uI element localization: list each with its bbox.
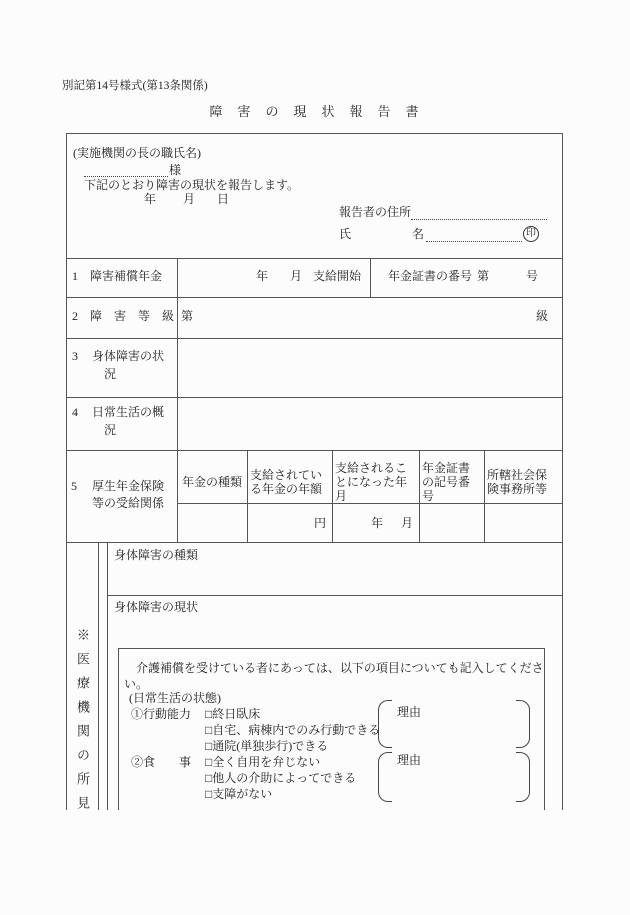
reason-brace-left-1 <box>378 700 392 748</box>
row3-number: 3 <box>72 349 78 363</box>
form-number: 別記第14号様式(第13条関係) <box>62 80 208 92</box>
item1-checkbox-option-2: □自宅、病棟内でのみ行動できる <box>205 723 381 737</box>
table-border-line <box>66 258 563 259</box>
row2-label: 障 害 等 級 <box>90 309 175 323</box>
disability-type-label: 身体障害の種類 <box>114 548 199 562</box>
table-border-line <box>66 133 67 810</box>
row5-col5-header: 所轄社会保険事務所等 <box>487 468 548 496</box>
item1-checkbox-option-1: □終日臥床 <box>205 707 261 721</box>
row1-year-label: 年 <box>256 269 269 283</box>
table-border-line <box>66 450 563 451</box>
row5-col4-header: 年金証書の記号番号 <box>422 461 471 503</box>
row5-col2-header: 支給されている年金の年額 <box>250 468 323 496</box>
inner-box-right-border <box>544 648 545 810</box>
name-dotted-line <box>426 228 522 242</box>
name-label-shi: 氏 <box>339 227 352 241</box>
item2-label: ②食 事 <box>131 755 192 769</box>
table-border-line <box>66 397 563 398</box>
declaration-text: 下記のとおり障害の現状を報告します。 <box>84 178 300 192</box>
table-border-line <box>484 450 485 542</box>
recipient-note: (実施機関の長の職氏名) <box>73 146 201 160</box>
table-border-line <box>66 338 563 339</box>
row1-payment-start-label: 支給開始 <box>313 269 362 283</box>
medical-section-vertical-label: ※医療機関の所見 <box>75 628 90 820</box>
row1-number: 1 <box>72 269 78 283</box>
reporter-address-label: 報告者の住所 <box>339 205 412 219</box>
row5-col3-header: 支給されることになった年月 <box>335 461 408 503</box>
table-border-line <box>562 133 563 810</box>
disability-status-label: 身体障害の現状 <box>114 600 199 614</box>
inner-box-top-border <box>118 648 545 649</box>
row5-col1-header: 年金の種類 <box>181 475 242 489</box>
row5-yen-unit: 円 <box>313 516 326 530</box>
table-border-line <box>370 258 371 297</box>
row2-number: 2 <box>72 309 78 323</box>
table-border-line <box>107 595 563 596</box>
table-border-line <box>177 503 563 504</box>
row1-no-prefix: 第 <box>477 269 490 283</box>
item2-checkbox-option-1: □全く自用を弁じない <box>205 755 321 769</box>
row5-number: 5 <box>71 479 77 493</box>
table-border-line <box>98 542 99 810</box>
daily-state-heading: (日常生活の状態) <box>129 691 221 705</box>
row3-label-line1: 身体障害の状 <box>92 349 165 363</box>
row5-label-line1: 厚生年金保険 <box>92 479 165 493</box>
item2-checkbox-option-2: □他人の介助によってできる <box>205 771 357 785</box>
item1-reason-label: 理由 <box>397 705 422 719</box>
item1-label: ①行動能力 <box>131 707 192 721</box>
care-compensation-note: 介護補償を受けている者にあっては、以下の項目についても記入してください。 <box>124 661 544 691</box>
item1-checkbox-option-3: □通院(単独歩行)できる <box>205 739 329 753</box>
seal-mark: 印 <box>523 226 539 242</box>
row4-label-line2: 況 <box>104 423 117 437</box>
row1-no-suffix: 号 <box>526 269 539 283</box>
date-day-label: 日 <box>217 192 230 206</box>
table-border-line <box>66 133 563 134</box>
reason-brace-right-2 <box>516 752 530 802</box>
name-label-mei: 名 <box>412 227 425 241</box>
row2-grade-suffix: 級 <box>536 309 549 323</box>
table-border-line <box>66 542 563 543</box>
table-border-line <box>419 450 420 542</box>
row5-year-unit: 年 <box>371 516 384 530</box>
table-border-line <box>332 450 333 542</box>
recipient-name-dotted-line <box>84 163 168 177</box>
table-border-line <box>107 542 108 810</box>
row1-cert-label: 年金証書の番号 <box>388 269 473 283</box>
item2-checkbox-option-3: □支障がない <box>205 787 273 801</box>
inner-box-left-border <box>118 648 119 810</box>
date-year-label: 年 <box>144 192 157 206</box>
table-border-line <box>177 258 178 542</box>
row5-month-unit: 月 <box>401 516 414 530</box>
row4-label-line1: 日常生活の概 <box>92 405 165 419</box>
row5-label-line2: 等の受給関係 <box>92 496 165 510</box>
item2-reason-label: 理由 <box>397 753 422 767</box>
reason-brace-right-1 <box>516 700 530 748</box>
row2-grade-prefix: 第 <box>181 309 194 323</box>
reporter-address-dotted-line <box>411 206 547 220</box>
row1-month-label: 月 <box>290 269 303 283</box>
row1-label: 障害補償年金 <box>90 269 163 283</box>
honorific-sama: 様 <box>169 163 182 177</box>
date-month-label: 月 <box>183 192 196 206</box>
reason-brace-left-2 <box>378 752 392 802</box>
row3-label-line2: 況 <box>104 367 117 381</box>
table-border-line <box>247 450 248 542</box>
page-title: 障 害 の 現 状 報 告 書 <box>209 104 420 119</box>
table-border-line <box>66 297 563 298</box>
row4-number: 4 <box>72 405 78 419</box>
